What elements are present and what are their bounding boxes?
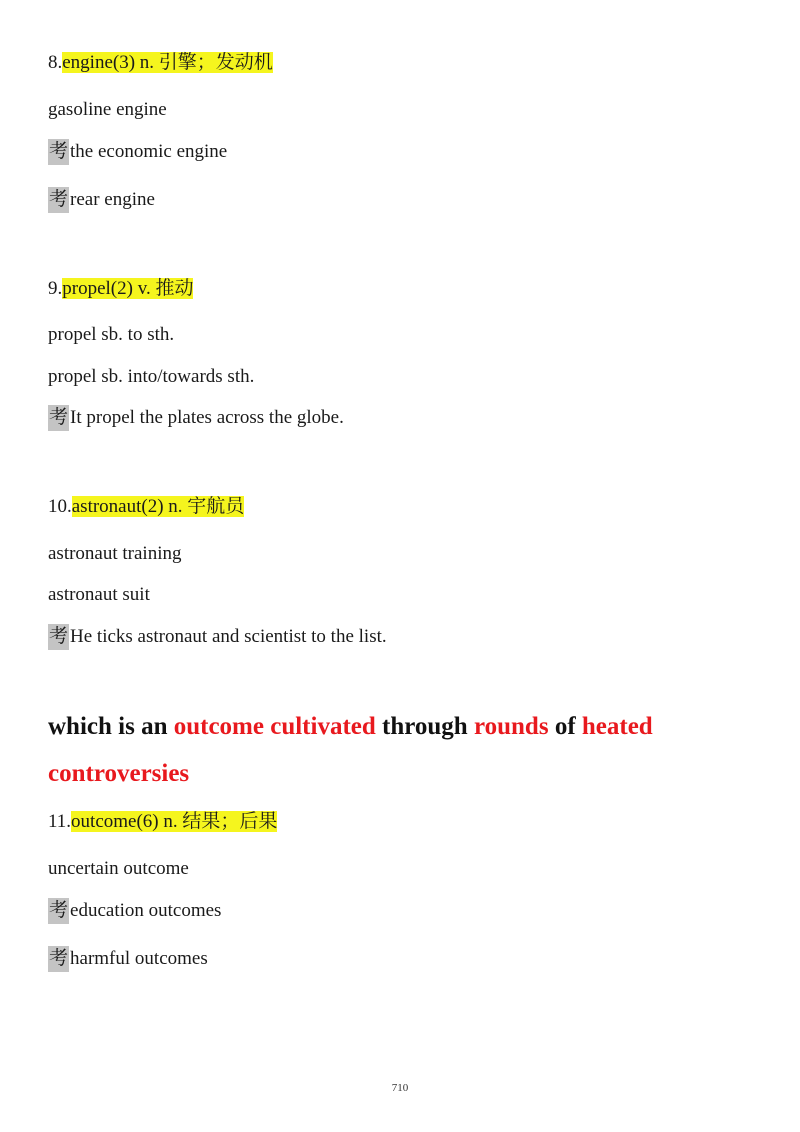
entry-number: 9. <box>48 278 63 299</box>
exam-phrase <box>48 898 221 924</box>
exam-marker: 考 <box>48 946 69 972</box>
page-number: 710 <box>391 1082 409 1094</box>
exam-phrase-text: harmful outcomes <box>70 948 208 969</box>
entry-number: 11. <box>48 811 72 832</box>
exam-phrase <box>48 624 387 650</box>
exam-phrase <box>48 187 155 213</box>
exam-marker: 考 <box>48 624 69 650</box>
exam-marker: 考 <box>48 898 69 924</box>
sentence-part: of <box>548 713 582 740</box>
entry-8-head <box>48 50 273 76</box>
sentence-part-emphasis: rounds <box>473 713 549 740</box>
sentence-line-2: controversies <box>48 760 190 787</box>
exam-marker: 考 <box>48 187 69 213</box>
sentence-part: which is an <box>48 713 174 740</box>
entry-11-head <box>48 809 277 835</box>
exam-phrase-text: It propel the plates across the globe. <box>70 407 344 428</box>
exam-phrase-text: education outcomes <box>70 900 222 921</box>
exam-phrase <box>48 139 227 165</box>
phrase: astronaut training <box>48 543 182 564</box>
exam-phrase-text: the economic engine <box>70 141 228 162</box>
sentence-part-emphasis: outcome cultivated <box>173 713 376 740</box>
entry-headword: outcome(6) n. 结果；后果 <box>71 811 278 832</box>
sentence-part-emphasis: heated <box>581 713 653 740</box>
exam-phrase-text: rear engine <box>70 189 155 210</box>
entry-headword: astronaut(2) n. 宇航员 <box>71 496 245 517</box>
exam-marker: 考 <box>48 139 69 165</box>
entry-9-head <box>48 276 193 302</box>
entry-number: 8. <box>48 52 63 73</box>
entry-10-head <box>48 494 244 520</box>
exam-phrase-text: He ticks astronaut and scientist to the list. <box>70 626 387 647</box>
entry-number: 10. <box>48 496 72 517</box>
exam-marker: 考 <box>48 405 69 431</box>
phrase: gasoline engine <box>48 99 167 120</box>
entry-headword: engine(3) n. 引擎；发动机 <box>62 52 273 73</box>
sentence-line-1 <box>48 710 653 744</box>
exam-phrase <box>48 405 344 431</box>
phrase: propel sb. into/towards sth. <box>48 366 255 387</box>
phrase: astronaut suit <box>48 584 150 605</box>
entry-headword: propel(2) v. 推动 <box>62 278 194 299</box>
phrase: propel sb. to sth. <box>48 324 175 345</box>
exam-phrase <box>48 946 208 972</box>
sentence-part: through <box>375 713 474 740</box>
phrase: uncertain outcome <box>48 858 189 879</box>
